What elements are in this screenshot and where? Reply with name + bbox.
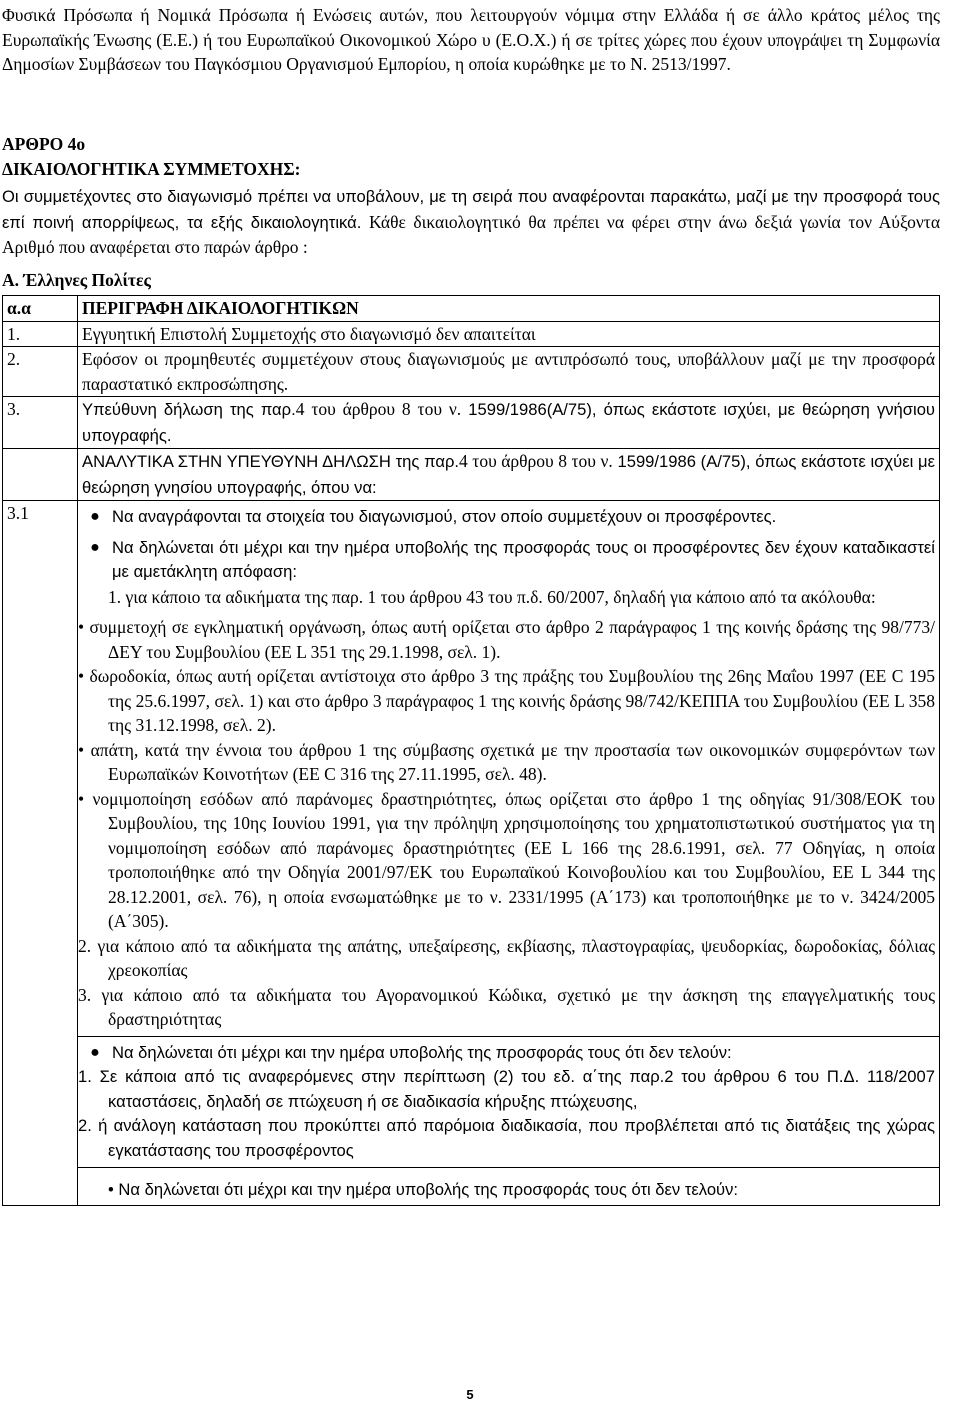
article-heading: ΑΡΘΡΟ 4ο	[2, 134, 86, 154]
row-num: 1.	[3, 321, 78, 347]
list-item	[78, 505, 935, 530]
bullet-icon: ●	[90, 508, 100, 525]
bullets-block-3	[78, 1167, 939, 1205]
table-row	[3, 449, 940, 501]
list-item	[78, 1041, 935, 1066]
row3b-upper: ΑΝΑΛΥΤΙΚΑ ΣΤΗΝ ΥΠΕΥΘΥΝΗ ΔΗΛΩΣΗ	[82, 452, 391, 471]
table-row	[3, 321, 940, 347]
row-num: 3.	[3, 397, 78, 449]
row3b-a: της παρ.	[390, 452, 460, 471]
table-row	[3, 501, 940, 1206]
row-text: Εγγυητική Επιστολή Συμμετοχής στο διαγωνισμό δεν απαιτείται	[78, 321, 940, 347]
row3b-c: 1599/1986 (Α/75), όπως εκάστοτε ισχύει με θεώρηση γνησίου υπογραφής, όπου να:	[82, 452, 935, 497]
bullets-block-1	[78, 501, 939, 1036]
list-item: • Να δηλώνεται ότι μέχρι και την ημέρα υποβολής της προσφοράς τους ότι δεν τελούν:	[108, 1180, 739, 1199]
row-text: Εφόσον οι προμηθευτές συμμετέχουν στους διαγωνισμούς με αντιπρόσωπό τους, υποβάλλουν μαζί με την προσφορά παραστατικό εκπροσώπησης.	[78, 347, 940, 397]
requirements-table	[2, 295, 940, 1206]
bullet-text: Να δηλώνεται ότι μέχρι και την ημέρα υποβολής της προσφοράς τους οι προσφέροντες δεν έχουν καταδικαστεί με αμετάκλητη απόφαση:	[112, 537, 935, 581]
row3-text-c: 1599/1986(Α/75), όπως εκάστοτε ισχύει, με θεώρηση γνήσιου υπογραφής.	[82, 400, 935, 445]
header-num: α.α	[3, 296, 78, 322]
header-desc: ΠΕΡΙΓΡΑΦΗ ΔΙΚΑΙΟΛΟΓΗΤΙΚΩΝ	[78, 296, 940, 322]
bullets-block-2	[78, 1036, 939, 1168]
intro-paragraph: Φυσικά Πρόσωπα ή Νομικά Πρόσωπα ή Ενώσεις αυτών, που λειτουργούν νόμιμα στην Ελλάδα ή σε άλλο κράτος μέλος της Ευρωπαϊκής Ένωσης (Ε.Ε.) ή του Ευρωπαϊκού Οικονομικού Χώρο υ (Ε.Ο.Χ.) ή σε τρίτες χώρες που έχουν υπογράψει τη Συμφωνία Δημοσίων Συμβάσεων του Παγκόσμιου Οργανισμού Εμπορίου, η οποία κυρώθηκε με το Ν. 2513/1997.	[2, 5, 940, 74]
row-text	[78, 449, 940, 501]
list-item: 1. Σε κάποια από τις αναφερόμενες στην περίπτωση (2) του εδ. α΄της παρ.2 του άρθρου 6 του Π.Δ. 118/2007 καταστάσεις, δηλαδή σε πτώχευση ή σε διαδικασία κήρυξης πτώχευσης,	[78, 1067, 935, 1111]
section-a-heading: Α. Έλληνες Πολίτες	[2, 270, 151, 290]
row-num: 3.1	[3, 501, 78, 1206]
article-body-part-1: Οι συμμετέχοντες στο διαγωνισμό πρέπει να υποβάλουν, με τη σειρά που αναφέρονται παρακάτω, μαζί με την προσφορά τους επί ποινή απορρίψεως, τα εξής δικαιολογητικά.	[2, 187, 940, 232]
list-item: • συμμετοχή σε εγκληματική οργάνωση, όπως αυτή ορίζεται στο άρθρο 2 παράγραφος 1 της κοινής δράσης της 98/773/ΔΕΥ του Συμβουλίου (ΕΕ L 351 της 29.1.1998, σελ. 1).	[78, 617, 935, 662]
bullet-icon: ●	[90, 1043, 100, 1061]
list-item: • απάτη, κατά την έννοια του άρθρου 1 της σύμβασης σχετικά με την προστασία των οικονομικών συμφερόντων των Ευρωπαϊκών Κοινοτήτων (ΕΕ C 316 της 27.11.1995, σελ. 48).	[78, 739, 935, 784]
list-item: 2. ή ανάλογη κατάσταση που προκύπτει από παρόμοια διαδικασία, που προβλέπεται από τις διατάξεις της χώρας εγκατάστασης του προσφέροντος	[78, 1116, 935, 1160]
list-item: • δωροδοκία, όπως αυτή ορίζεται αντίστοιχα στο άρθρο 3 της πράξης του Συμβουλίου της 26ης Μαΐου 1997 (ΕΕ C 195 της 25.6.1997, σελ. 1) και στο άρθρο 3 παράγραφος 1 της κοινής δράσης 98/742/ΚΕΠΠΑ του Συμβουλίου (ΕΕ L 358 της 31.12.1998, σελ. 2).	[78, 666, 935, 735]
article-subheading: ΔΙΚΑΙΟΛΟΓΗΤΙΚΑ ΣΥΜΜΕΤΟΧΗΣ:	[2, 159, 301, 179]
bullet-text: Να αναγράφονται τα στοιχεία του διαγωνισμού, στον οποίο συμμετέχουν οι προσφέροντες.	[112, 507, 777, 526]
list-item: • νομιμοποίηση εσόδων από παράνομες δραστηριότητες, όπως ορίζεται στο άρθρο 1 της οδηγίας 91/308/ΕΟΚ του Συμβουλίου, της 10ης Ιουνίου 1991, για την πρόληψη χρησιμοποίησης του χρηματοπιστωτικού συστήματος για τη νομιμοποίηση εσόδων από παράνομες δραστηριότητες (ΕΕ L 166 της 28.6.1991, σελ. 77 Οδηγίας, η οποία τροποποιήθηκε από την Οδηγία 2001/97/ΕΚ του Ευρωπαϊκού Κοινοβουλίου και του Συμβουλίου, ΕΕ L 344 της 28.12.2001, σελ. 76), η οποία ενσωματώθηκε με το ν. 2331/1995 (Α΄173) και τροποποιήθηκε με το ν. 3424/2005 (Α΄305).	[78, 788, 935, 931]
row3-text-a: Υπεύθυνη δήλωση της παρ.	[82, 400, 296, 419]
list-item: 2. για κάποιο από τα αδικήματα της απάτης, υπεξαίρεσης, εκβίασης, πλαστογραφίας, ψευδορκίας, δωροδοκίας, δόλιας χρεοκοπίας	[78, 935, 935, 980]
article-body-part-2: Κάθε δικαιολογητικό θα πρέπει να φέρει στην άνω δεξιά γωνία τον Αύξοντα Αριθμό που αναφέρεται στο παρών άρθρο :	[2, 211, 940, 257]
row-num: 2.	[3, 347, 78, 397]
bullet-icon: ●	[90, 538, 100, 556]
bullet-text: Να δηλώνεται ότι μέχρι και την ημέρα υποβολής της προσφοράς τους ότι δεν τελούν:	[112, 1042, 732, 1062]
page-number: 5	[466, 1387, 474, 1402]
table-row	[3, 347, 940, 397]
list-item	[78, 536, 935, 585]
row-text	[78, 397, 940, 449]
row3-text-b: 4 του άρθρου 8 του ν.	[295, 399, 462, 419]
list-item: 1. για κάποιο τα αδικήματα της παρ. 1 του άρθρου 43 του π.δ. 60/2007, δηλαδή για κάποιο από τα ακόλουθα:	[108, 586, 876, 607]
article-body	[2, 184, 940, 260]
row3b-b: 4 του άρθρου 8 του ν.	[459, 451, 613, 471]
list-item: 3. για κάποιο από τα αδικήματα του Αγορανομικού Κώδικα, σχετικό με την άσκηση της επαγγελματικής τους δραστηριότητας	[78, 984, 935, 1029]
row-num-empty	[3, 449, 78, 501]
table-header-row	[3, 296, 940, 322]
table-row	[3, 397, 940, 449]
row-content-3-1	[78, 501, 940, 1206]
